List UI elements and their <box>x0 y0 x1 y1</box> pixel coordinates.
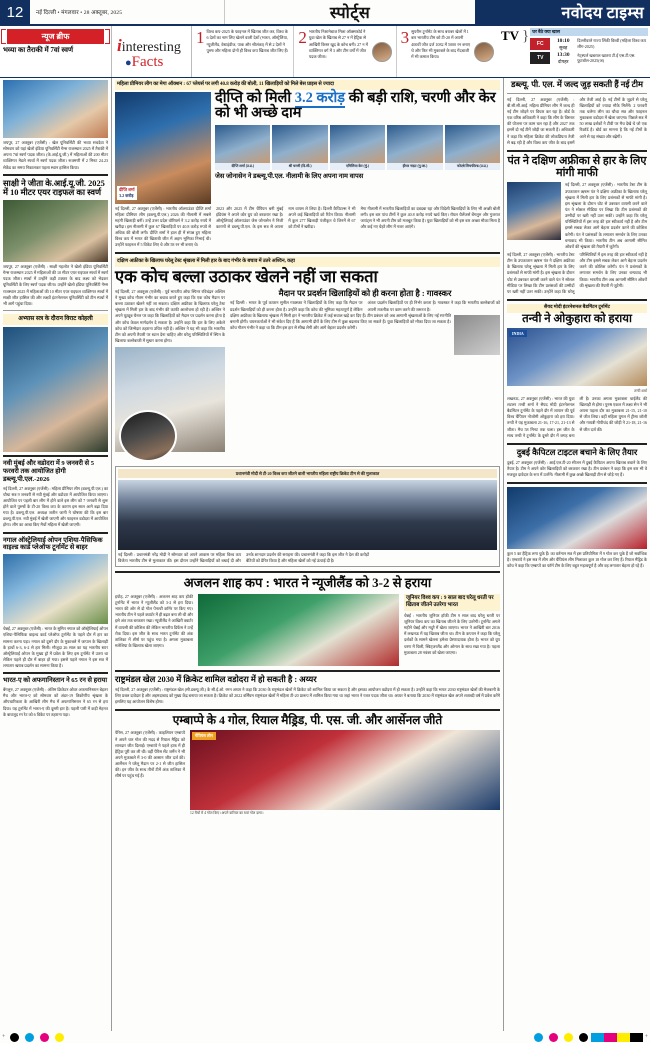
crop-mark-right: + <box>644 1034 648 1040</box>
divider <box>507 150 647 152</box>
virat-photo-caption: अभ्यास सत्र के दौरान विराट कोहली <box>3 314 108 325</box>
tv-rows <box>530 28 648 77</box>
ashwin-kicker: दक्षिण अफ्रीका के खिलाफ घरेलू टेस्ट श्रृंखला में मिली हार के बाद गंभीर के बचाव में उतरे अश्विन, कहा <box>115 257 500 267</box>
wpl-new-team-headline: डब्ल्यू. पी. एल. में जल्द जुड़ सकती हैं नई टीम <box>510 80 644 89</box>
dubai-headline: दुबई कैपिटल टाइटल बचाने के लिए तैयार <box>516 447 638 457</box>
pant-headline: पंत ने दक्षिण अफ्रीका से हार के लिए मांगी माफी <box>507 154 647 180</box>
india-badge: INDIA <box>509 330 527 337</box>
player-photo <box>272 125 327 163</box>
brief3-body: नई दिल्ली, 27 अक्तूबर (एजेंसी) : महिला प्रीमियर लीग (डब्ल्यू.पी.एल.) का चौथा सत्र 9 जनवरी से नवी मुंबई और वडोदरा में आयोजित किया जाएगा। आयोजित पर पहली बार लीग में होने वाले इस लीग को 7 जनवरी से शुरू होने वाले पुरुषों के टी-20 विश्व कप के कारण इस साल आगे बढ़ा दिया गया है। डब्ल्यू.पी.एल. अध्यक्ष जतीन जानी ने घोषणा की कि इस बार डब्ल्यू.पी.एल. नवी मुंबई में खेली जाएगी और फाइनल वडोदरा में आयोजित होगा। लीग का आधा किए मैचों महिला में खेली जाएगी। <box>3 485 108 528</box>
cmyk-yellow <box>617 1033 630 1042</box>
registration-bar <box>0 1031 650 1043</box>
fact-number: 1 <box>196 28 205 47</box>
ashwin-body: नई दिल्ली, 27 अक्तूबर (एजेंसी) : पूर्व भारतीय ऑफ स्पिनर रविचंद्रन अश्विन ने मुख्य कोच गौतम गंभीर का बचाव करते हुए कहा कि एक कोच मैदान पर बल्ला उठाकर खेलने नहीं जा सकता। दक्षिण अफ्रीका के खिलाफ घरेलू टेस्ट श्रृंखला में मिली हार के बाद गंभीर की काफी आलोचना हो रही है। अश्विन ने अपने यूट्यूब चैनल पर कहा कि खिलाड़ियों को मैदान पर प्रदर्शन करना होता है और कोच केवल मार्गदर्शन दे सकता है। उन्होंने कहा कि हार के लिए अकेले कोच को जिम्मेदार ठहराना उचित नहीं है। अश्विन ने यह भी कहा कि भारतीय टीम को अपनी तैयारी पर ध्यान देना चाहिए और घरेलू परिस्थितियों में स्पिन के खिलाफ बल्लेबाजी में सुधार करना होगा। <box>115 288 225 343</box>
brief1-body: जयपुर, 27 अक्तूबर (एजेंसी) : खेल यूनिवर्सिटी की भव्या सचदेवा ने सोमवार को यहां खेलो इंडिया यूनिवर्सिटी गेम्स राजस्थान 2025 में तैराकी में अपना 7वां स्वर्ण पदक जीता। (के.आई.यू.जी.) में महिलाओं की 200 मीटर व्यक्तिगत मेडले स्पर्धा में स्वर्ण पदक जीता। रूक्मणी में 2 मिनट 24.23 सेकेंड का समय निकालकर पहला स्थान हासिल किया। <box>3 140 108 170</box>
junior-wc-sub-headline: जूनियर विश्व कप : 9 साल बाद घरेलू धरती पर खिताब जीतने उतरेगा भारत <box>404 594 500 611</box>
football-headline: एम्बाप्पे के 4 गोल, रियाल मैड्रिड, पी. एस. जी. और आर्सेनल जीते <box>172 712 443 727</box>
lead-body: नई दिल्ली, 27 अक्तूबर (एजेंसी) : भारतीय ऑलराउंडर दीप्ति शर्मा महिला प्रीमियर लीग (डब्ल्यू.पी.एल.) 2026 की नीलामी में सबसे महंगी खिलाड़ी बनीं। उन्हें उत्तर प्रदेश वॉरियर्स ने 3.2 करोड़ रुपये में खरीदा। इस नीलामी में कुल 67 खिलाड़ियों पर 40.8 करोड़ रुपये से अधिक की बोली लगी। दीप्ति शर्मा ने हाल ही में संपन्न हुए महिला विश्व कप में भारत की खिताबी जीत में अहम भूमिका निभाई थी। उन्होंने फाइनल में 5 विकेट लिए थे और 58 रन भी बनाए थे। <box>115 205 211 248</box>
brand-area <box>475 0 650 24</box>
player-name: हीथर नाइट (गु.जा.) <box>387 163 442 170</box>
photo-pm-with-team <box>118 480 497 550</box>
hockey-body: इपोह, 27 अक्तूबर (एजेंसी) : अजलन शाह कप हॉकी टूर्नामेंट में भारत ने न्यूजीलैंड को 3-2 से हरा दिया। भारत की ओर से दो गोल पेनल्टी कॉर्नर पर किए गए। भारतीय टीम ने पहले क्वार्टर में ही बढ़त बना ली थी और इसे अंत तक बरकरार रखा। न्यूजीलैंड ने आखिरी क्वार्टर में वापसी की कोशिश की लेकिन भारतीय डिफेंस ने उन्हें रोक दिया। इस जीत के साथ भारत टूर्नामेंट की अंक तालिका में शीर्ष पर पहुंच गया है। अगला मुकाबला मलेशिया के खिलाफ खेला जाएगा। <box>115 593 193 649</box>
brief4-headline: नगाल ऑस्ट्रेलियाई ओपन एशिया-पैसिफिक वाइल्ड कार्ड प्लेऑफ टूर्नामेंट से बाहर <box>3 536 103 552</box>
tv-time: 13:30 दोपहर <box>556 51 570 64</box>
player-photo <box>445 125 500 163</box>
player-photo <box>215 125 270 163</box>
football-kicker-chip: चैंपियंस लीग <box>192 732 216 740</box>
fact-number: 2 <box>298 28 307 47</box>
divider <box>115 670 500 672</box>
cmyk-cyan <box>591 1033 604 1042</box>
photo-rishabh-pant <box>507 182 561 240</box>
reg-dot-black-2 <box>579 1033 588 1042</box>
player-card <box>330 125 385 170</box>
brace-decoration: } <box>522 28 530 44</box>
player-name: एमिलिया केर (मुं.) <box>330 163 385 170</box>
page-number: 12 <box>0 0 30 24</box>
lead-kicker: महिला प्रीमियर लीग का मेगा ऑक्शन : 67 प्लेयर्स पर लगी 40.8 करोड़ की बोली, 11 खिलाड़ियों को मिले बेस प्राइस से ज्यादा <box>115 80 500 90</box>
center-column <box>112 78 504 1031</box>
dubai-body: दुबई, 27 अक्तूबर (एजेंसी) : आई.एल.टी-20 सीजन में दुबई कैपिटल अपना खिताब बचाने के लिए तैयार है। टीम ने अपने कोर खिलाड़ियों को बरकरार रखा है। टीम प्रबंधन ने कहा कि इस बार भी वे मजबूत दावेदार के रूप में उतरेंगे। नीलामी में कुछ अच्छे खिलाड़ी टीम से जोड़े गए हैं। <box>507 459 647 477</box>
divider <box>115 709 500 711</box>
player-price-strip <box>215 125 500 170</box>
divider <box>3 455 108 457</box>
pm-band-body: नई दिल्ली : प्रधानमंत्री नरेंद्र मोदी ने सोमवार को अपने आवास पर महिला विश्व कप विजेता भारतीय टीम से मुलाकात की। इस दौरान उन्होंने खिलाड़ियों को बधाई दी और उनके शानदार प्रदर्शन की सराहना की। प्रधानमंत्री ने कहा कि इस जीत ने देश की करोड़ों बेटियों को प्रेरित किया है और महिला खेलों को नई ऊंचाई दी है। <box>118 552 369 564</box>
crop-mark-left: + <box>2 1034 6 1040</box>
tv-row <box>530 38 648 51</box>
divider <box>3 532 108 534</box>
ashwin-headline: एक कोच बल्ला उठाकर खेलने नहीं जा सकता <box>115 266 378 286</box>
ashwin-col3-body: दक्षिण अफ्रीका के खिलाफ श्रृंखला में मिली हार ने भारतीय क्रिकेट में कई सवाल खड़े कर दिए हैं। टीम प्रबंधन को अब आगामी श्रृंखलाओं के लिए नई रणनीति बनानी होगी। चयनकर्ताओं ने भी संकेत दिए हैं कि आगामी दौरों के लिए टीम में कुछ बदलाव किए जा सकते हैं। युवा खिलाड़ियों को मौका दिया जा सकता है। कोच गौतम गंभीर ने कहा था कि टीम इस हार से सीख लेगी और आगे बेहतर प्रदर्शन करेगी। <box>230 312 451 331</box>
reg-dot-cyan-2 <box>534 1033 543 1042</box>
tv-time: 10:10 सुबह <box>556 37 570 50</box>
divider <box>507 482 647 484</box>
reg-dot-black <box>10 1033 19 1042</box>
lead-sub-body-2: मेगा नीलामी में भारतीय खिलाड़ियों का दबदबा रहा और विदेशी खिलाड़ियों के लिए भी अच्छी बोली लगी। इस बार पांच टीमों ने कुल 40.8 करोड़ रुपये खर्च किए। रॉयल चैलेंजर्स बेंगलुरु और गुजरात जायंट्स ने भी अपनी टीम को मजबूत किया है। युवा खिलाड़ियों को भी इस बार अच्छा मौका मिला है और कई नए चेहरे लीग में नजर आएंगे। <box>360 205 500 229</box>
player-name: दीप्ति शर्मा (उ.प्र.) <box>215 163 270 170</box>
right-column <box>504 78 650 1031</box>
brief2-headline: साक्षी ने जीता के.आई.यू.जी. 2025 में 10 मीटर एयर राइफल का स्वर्ण <box>3 178 105 198</box>
tv-listings <box>498 26 650 77</box>
fact-item-2 <box>294 26 396 77</box>
brief1-headline-preview: भव्या का तैराकी में 7वां स्वर्ण <box>3 46 74 54</box>
badminton-kicker: सैयद मोदी इंटरनेशनल बैडमिंटन टूर्नामेंट <box>507 304 647 313</box>
photo-mbappe <box>507 487 647 549</box>
football-body: पेरिस, 27 अक्तूबर (एजेंसी) : काइलियन एम्बाप्पे ने अपने चार गोल की मदद से रियाल मैड्रिड को शानदार जीत दिलाई। एम्बाप्पे ने पहले हाफ में ही हैट्रिक पूरी कर ली थी। वहीं पेरिस सेंट जर्मेन ने भी अपने मुकाबले में 3-0 की आसान जीत दर्ज की। आर्सेनल ने घरेलू मैदान पर 2-1 से जीत हासिल की। इन जीत के साथ तीनों टीमें अंक तालिका में शीर्ष पर पहुंच गई हैं। <box>115 730 185 779</box>
fact-text: भारतीय निशानेबाज मिला ऑक्सफोर्ड ने युवा खेल के खिताब से 27 न में हैट्रिक से आखिरी किस्त खुद के कोच बनी। 27 न में व्यक्तिगत वर्ग में 3 और टीम वर्गों में जीत पदक जीता। <box>308 29 368 60</box>
tv-channel-thumb <box>530 52 550 64</box>
tv-label: TV <box>500 28 520 43</box>
pant-body-b: नई दिल्ली, 27 अक्तूबर (एजेंसी) : भारतीय टेस्ट टीम के उपकप्तान ऋषभ पंत ने दक्षिण अफ्रीका के खिलाफ घरेलू श्रृंखला में मिली हार के लिए प्रशंसकों से माफी मांगी है। इस श्रृंखला के दौरान चोट से उबरकर वापसी करने वाले पंत ने सोशल मीडिया पर लिखा कि टीम प्रशंसकों की उम्मीदों पर खरी नहीं उतर सकी। उन्होंने कहा कि घरेलू परिस्थितियों में इस तरह की हार स्वीकार्य नहीं है और टीम इससे सबक लेकर आगे बेहतर प्रदर्शन करने की कोशिश करेगी। पंत ने प्रशंसकों के लगातार समर्थन के लिए उनका धन्यवाद भी किया। भारतीय टीम अब आगामी सीमित ओवरों की श्रृंखला की तैयारी में जुटेगी। <box>507 251 647 294</box>
facts-strip <box>0 26 650 78</box>
photo-bhavya-swimmer <box>3 80 108 138</box>
lead-sub-body: 2023 और 2025 में टीम चैंपियन बनी मुंबई इंडियंस ने अपने कोर ग्रुप को बरकरार रखा है। ऑस्ट्रेलियाई ऑलराउंडर जेस जोनासेन ने निजी कारणों से डब्ल्यू.पी.एल. के इस सत्र से अपना नाम वापस ले लिया है। दिल्ली कैपिटल्स ने भी अपने कई खिलाड़ियों को रिटेन किया। नीलामी में कुल 277 खिलाड़ी पंजीकृत थे जिनमें से 67 को टीमों ने खरीदा। <box>216 205 356 229</box>
logo-line-1: iinteresting <box>117 36 181 55</box>
fact-text: विश्व कप-2025 के फाइनल में खिताब जीत कर, विश्व के 6 देशों का नाम लिए खेलने वाली देशों (भारत, ऑस्ट्रेलिया, न्यूजीलैंड, वेस्टइंडीज, पाक और श्रीलंका) में से 2 देशों ने पुरुष और महिला दोनों ही विश्व कप खिताब जीत लिए हैं। <box>206 29 289 54</box>
interesting-facts-logo <box>112 26 192 77</box>
football-right-body: कुल 5 का हैट्रिक लगा चुके हैं। का वर्तमान सत्र में इस प्रतियोगिता में 9 गोल कर चुके हैं जो सर्वाधिक है। एम्बाप्पे ने इस सत्र में लीग और चैंपियंस लीग मिलाकर कुल 18 गोल कर लिए हैं। रियाल मैड्रिड के कोच ने कहा कि एम्बाप्पे का फॉर्म टीम के लिए बहुत महत्वपूर्ण है और वह लगातार बेहतर हो रहे हैं। <box>507 550 647 569</box>
pant-body-a: नई दिल्ली, 27 अक्तूबर (एजेंसी) : भारतीय टेस्ट टीम के उपकप्तान ऋषभ पंत ने दक्षिण अफ्रीका के खिलाफ घरेलू श्रृंखला में मिली हार के लिए प्रशंसकों से माफी मांगी है। इस श्रृंखला के दौरान चोट से उबरकर वापसी करने वाले पंत ने सोशल मीडिया पर लिखा कि टीम प्रशंसकों की उम्मीदों पर खरी नहीं उतर सकी। उन्होंने कहा कि घरेलू परिस्थितियों में इस तरह की हार स्वीकार्य नहीं है और टीम इससे सबक लेकर आगे बेहतर प्रदर्शन करने की कोशिश करेगी। पंत ने प्रशंसकों के लगातार समर्थन के लिए उनका धन्यवाद भी किया। भारतीय टीम अब आगामी सीमित ओवरों की श्रृंखला की तैयारी में जुटेगी। <box>565 182 647 249</box>
news-brief-label: न्यूज ब्रीफ <box>7 29 104 44</box>
gavaskar-body: नई दिल्ली : भारत के पूर्व कप्तान सुनील गावस्कर ने खिलाड़ियों के लिए कहा कि मैदान पर प्रदर्शन खिलाड़ियों को ही करना होता है। उन्होंने कहा कि कोच की भूमिका महत्वपूर्ण है लेकिन अंततः प्रदर्शन खिलाड़ियों पर ही निर्भर करता है। गावस्कर ने कहा कि भारतीय बल्लेबाजों को अपनी तकनीक पर काम करने की जरूरत है। <box>230 300 500 312</box>
badminton-headline: तन्वी ने ओकुहारा को हराया <box>522 313 632 326</box>
badminton-body: लखनऊ, 27 अक्तूबर (एजेंसी) : भारत की युवा शटलर तन्वी शर्मा ने सैयद मोदी इंटरनेशनल बैडमिंटन टूर्नामेंट के पहले दौर में जापान की पूर्व विश्व चैंपियन नोजोमी ओकुहारा को हरा दिया। तन्वी ने यह मुकाबला 21-16, 17-21, 21-13 से जीता। मैच 58 मिनट तक चला। इस जीत के साथ तन्वी ने टूर्नामेंट के दूसरे दौर में जगह बना ली है। उनका अगला मुकाबला थाईलैंड की खिलाड़ी से होगा। पुरुष एकल में लक्ष्य सेन ने भी अपना पहला दौर का मुकाबला 21-15, 21-10 से जीत लिया। वहीं महिला युगल में ट्रीसा जॉली और गायत्री गोपीचंद की जोड़ी ने 21-18, 21-16 से जीत दर्ज की। <box>507 395 647 438</box>
masthead <box>0 0 650 26</box>
photo-sumit-nagal <box>3 554 108 624</box>
photo-gavaskar <box>454 315 500 355</box>
player-name: श्री चरणी (दि.सी.) <box>272 163 327 170</box>
wpl-new-team-body: नई दिल्ली, 27 अक्तूबर (एजेंसी) : बी.सी.सी.आई. महिला प्रीमियर लीग में जल्द ही नई टीम जोड़ने पर विचार कर रहा है। बोर्ड के एक वरिष्ठ अधिकारी ने कहा कि लीग के विस्तार की योजना पर काम चल रहा है और 2027 तक इसमें दो नई टीमें जोड़ी जा सकती हैं। अधिकारी ने कहा कि महिला क्रिकेट की लोकप्रियता तेजी से बढ़ रही है और विश्व कप जीत के बाद इसमें और तेजी आई है। नई टीमों के जुड़ने से घरेलू खिलाड़ियों को ज्यादा मौके मिलेंगे। 2 फरवरी तक चलेगा लीग का चौथा सत्र और फाइनल मुकाबला वडोदरा में खेला जाएगा। पिछले सत्र में 50 लाख दर्शकों ने टीवी पर मैच देखे थे जो एक रिकॉर्ड है। बोर्ड का मानना है कि नई टीमों के आने से यह संख्या और बढ़ेगी। <box>507 96 647 145</box>
badminton-photo-caption: तन्वी शर्मा <box>634 389 647 394</box>
reg-dot-yellow <box>55 1033 64 1042</box>
tv-header: घर बैठे क्या खास <box>530 28 648 36</box>
fact-text: सुपरीम टूर्नामेंट के साथ बराबर खेलों में 1 बार भारतीय टीम को टी-20 में अपनी 400वीं जीत दर्ज 1082 में 5000 रन बनाए थे और फिर भी मुकाबले के बाद गेंदबाजी में भी कमाल किया। <box>411 29 471 60</box>
reg-dot-cyan <box>25 1033 34 1042</box>
lead-headline-highlight: 3.2 करोड़ <box>294 89 346 106</box>
player-card <box>387 125 442 170</box>
photo-ashwin-inset <box>119 410 177 462</box>
tv-description: नेट्स्पर्ल खबराल खातरा टी.ई एस.टी.एस. फुटबॉल-2025(अ) <box>577 52 636 64</box>
tv-description: दिल्लीवाले राज्य लिंकी विश्वी (महिला विश्व कप लीग-2025) <box>577 38 647 49</box>
brief3-headline: नवी मुंबई और वडोदरा में 9 जनवरी से 5 फरवरी तक आयोजित होगी डब्ल्यू.पी.एल.-2026 <box>3 459 95 483</box>
player-card <box>215 125 270 170</box>
cwg-headline: राष्ट्रमंडल खेल 2030 में क्रिकेट शामिल वडोदरा में हो सकती है : अय्यर <box>115 674 317 684</box>
tv-channel-label: TV <box>537 55 544 62</box>
divider <box>3 672 108 674</box>
player-card <box>445 125 500 170</box>
reg-dot-magenta-2 <box>549 1033 558 1042</box>
cwg-body: नई दिल्ली, 27 अक्तूबर (एजेंसी) : राष्ट्रमंडल खेल (सी.डब्ल्यू.जी.) के सी.ई.ओ. रमन अय्यर ने कहा कि 2030 के राष्ट्रमंडल खेलों में क्रिकेट को शामिल किया जा सकता है और इसका आयोजन वडोदरा में हो सकता है। उन्होंने कहा कि भारत 2030 राष्ट्रमंडल खेलों की मेजबानी के लिए प्रबल दावेदार है और अहमदाबाद को मुख्य केंद्र बनाया जा सकता है। क्रिकेट को 2022 बर्मिंघम राष्ट्रमंडल खेलों में महिला टी-20 प्रारूप में शामिल किया गया था जहां भारत ने रजत पदक जीता था। अय्यर ने बताया कि 2030 में राष्ट्रमंडल खेल अपने शताब्दी वर्ष में प्रवेश करेंगे इसलिए यह आयोजन विशेष होगा। <box>115 686 500 704</box>
left-column <box>0 78 112 1031</box>
player-tag-amount: 3.2 करोड़ <box>119 192 134 198</box>
lead-head-wrap <box>115 90 500 204</box>
divider <box>115 252 500 254</box>
junior-wc-body: चेन्नई : भारतीय जूनियर हॉकी टीम 9 साल बाद घरेलू धरती पर जूनियर विश्व कप का खिताब जीतने के लिए उतरेगी। टूर्नामेंट अगले महीने चेन्नई और मदुरै में खेला जाएगा। भारत ने आखिरी बार 2016 में लखनऊ में यह खिताब जीता था। टीम के कप्तान ने कहा कि घरेलू दर्शकों के सामने खेलना हमेशा प्रेरणादायक होता है। भारत को ग्रुप चरण में चिली, स्विट्जरलैंड और ओमान के साथ रखा गया है। पहला मुकाबला 28 नवंबर को खेला जाएगा। <box>404 612 500 655</box>
photo-football-match <box>190 730 500 810</box>
fact-photo <box>474 42 494 62</box>
pm-band-caption: प्रधानमंत्री मोदी से टी-20 विश्व कप जीतने वाली भारतीय महिला राष्ट्रीय क्रिकेट टीम से की मुलाकात <box>118 469 497 478</box>
brand-bar <box>475 0 556 24</box>
brief2-body: जयपुर, 27 अक्तूबर (एजेंसी) : साक्षी गहलोत ने खेलो इंडिया यूनिवर्सिटी गेम्स राजस्थान 2025 में महिलाओं की 10 मीटर एयर राइफल स्पर्धा में स्वर्ण पदक जीता। स्पर्धा में उन्होंने कड़ी टक्कर के बाद लक्ष्य को भेदकर यूनिवर्सिटी के लिए स्वर्ण पदक जीता। उन्होंने खेलो इंडिया यूनिवर्सिटी गेम्स राजस्थान 2025 में महिलाओं की 10 मीटर एयर राइफल व्यक्तिगत स्पर्धा में साक्षी जीत हासिल की और लक्ष्यों इंटरनेशनल यूनिवर्सिटी को टीम स्पर्धा में भी आगे पहुंचा दिया। <box>3 264 108 306</box>
divider <box>507 443 647 445</box>
hockey-headline: अजलन शाह कप : भारत ने न्यूजीलैंड को 3-2 से हराया <box>183 575 432 591</box>
fact-photo <box>372 42 392 62</box>
brief5-headline: भारत-ए को अफगानिस्तान ने 65 रन से हराया <box>3 677 108 685</box>
brief5-body: बेंगलुरु, 27 अक्तूबर (एजेंसी) : अंतिम क्रिकेटर ओवर अफगानिस्तान बेहतर मैच और भारत-ए को सोमवार को अंडर-19 त्रिकोणीय श्रृंखला के औपचारिकता के आखिरी लीग मैच में अफगानिस्तान ने 65 रन से हरा दिया। यह टूर्नामेंट में भारत-ए की दूसरी हार है। पहली पारी में कड़ी मेहनत के बावजूद रन रेट को 6 विकेट पर ठहराना पड़ा। <box>3 687 108 717</box>
player-tag-name: दीप्ति शर्मा <box>119 186 135 192</box>
fact-number: 3 <box>400 28 410 47</box>
brief4-body: चेन्नई, 27 अक्तूबर (एजेंसी) : भारत के सुमित नगाल को ऑस्ट्रेलियाई ओपन एशिया-पैसिफिक वाइल्ड कार्ड प्लेऑफ टूर्नामेंट के पहले दौर में हार का सामना करना पड़ा। नगाल को दूसरे दौर के मुकाबले में जापान के खिलाड़ी के हाथों 6-3, 6-2 से हार मिली। मौजूदा 26 साल का यह भारतीय स्टार ऑस्ट्रेलियाई ओपन के मुख्य ड्रॉ में प्रवेश के लिए इस टूर्नामेंट में उतरा था लेकिन पहले ही दौर में बाहर हो गया। इससे पहले नगाल ने इस सत्र में लगातार खराब प्रदर्शन का सामना किया है। <box>3 626 108 669</box>
tv-row <box>530 52 648 65</box>
photo-badminton <box>507 328 647 386</box>
page-section-title: स्पोर्ट्स <box>329 5 371 22</box>
lead-headline: दीप्ति को मिली 3.2 करोड़ की बड़ी राशि, चरणी और केर को भी अच्छे दाम <box>215 89 496 122</box>
photo-hockey-match <box>198 594 399 666</box>
gavaskar-sub-headline: मैदान पर प्रदर्शन खिलाड़ियों को ही करना होता है : गावस्कर <box>278 288 452 298</box>
news-brief-tag <box>0 26 112 77</box>
divider <box>507 299 647 301</box>
logo-line-2: ●Facts <box>125 54 164 70</box>
photo-sakshi-shooter <box>3 200 108 262</box>
football-photo-caption: 12 मैचों में 4 गोल किए। अपने करियर का 6वां गोल दागा। <box>190 811 264 816</box>
reg-dot-magenta <box>40 1033 49 1042</box>
tv-channel-thumb <box>530 38 550 50</box>
fact-item-3 <box>397 26 498 77</box>
divider <box>3 174 108 176</box>
player-card <box>272 125 327 170</box>
divider <box>3 310 108 311</box>
photo-virat-kohli <box>3 327 108 452</box>
cmyk-magenta <box>604 1033 617 1042</box>
divider <box>115 571 500 573</box>
fact-item-1 <box>192 26 294 77</box>
tv-channel-label: FC <box>536 40 544 47</box>
brand-title: नवोदय टाइम्स <box>556 0 650 24</box>
dateline: नई दिल्ली • मंगलवार • 28 अक्तूबर, 2025 <box>30 0 225 24</box>
divider <box>507 93 647 94</box>
photo-deepti-sharma <box>115 92 211 204</box>
lead-sub-headline: जेस जोनासेन ने डब्ल्यू.पी.एल. नीलामी के लिए अपना नाम वापस <box>215 172 364 180</box>
reg-dot-yellow-2 <box>564 1033 573 1042</box>
cmyk-bar <box>591 1033 643 1042</box>
player-photo <box>387 125 442 163</box>
cmyk-black <box>630 1033 643 1042</box>
player-name: फोएबे लिचफील्ड (उ.प्र.) <box>445 163 500 170</box>
page-body <box>0 78 650 1031</box>
player-photo <box>330 125 385 163</box>
